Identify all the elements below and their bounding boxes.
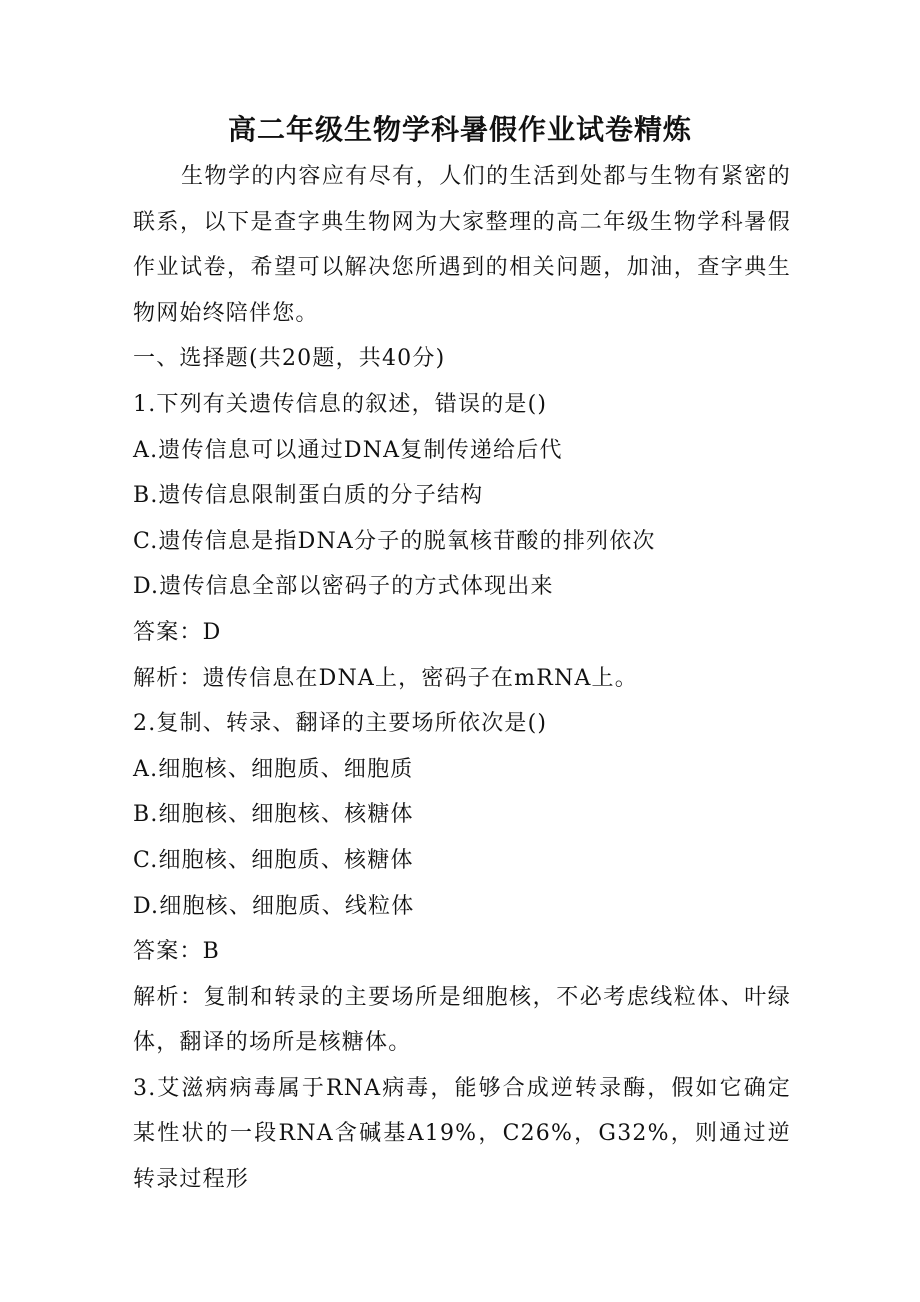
question-1-analysis: 解析：遗传信息在DNA上，密码子在mRNA上。	[133, 665, 638, 691]
question-2-option-b: B.细胞核、细胞核、核糖体	[133, 802, 414, 828]
document-title: 高二年级生物学科暑假作业试卷精炼	[227, 113, 692, 146]
question-2-answer: 答案：B	[133, 939, 220, 965]
section-heading: 一、选择题(共20题，共40分)	[133, 346, 446, 372]
question-1-option-d: D.遗传信息全部以密码子的方式体现出来	[133, 574, 554, 600]
question-1-stem: 1.下列有关遗传信息的叙述，错误的是()	[133, 391, 548, 417]
question-1-option-c: C.遗传信息是指DNA分子的脱氧核苷酸的排列依次	[133, 528, 656, 554]
question-1-answer: 答案：D	[133, 619, 222, 645]
intro-paragraph: 生物学的内容应有尽有，人们的生活到处都与生物有紧密的联系，以下是查字典生物网为大家整理的高二年级生物学科暑假作业试卷，希望可以解决您所遇到的相关问题，加油，查字典生物网始终陪伴您。	[133, 164, 791, 326]
question-2-analysis: 解析：复制和转录的主要场所是细胞核，不必考虑线粒体、叶绿体，翻译的场所是核糖体。	[133, 984, 791, 1056]
question-2-option-c: C.细胞核、细胞质、核糖体	[133, 847, 414, 873]
question-1-option-b: B.遗传信息限制蛋白质的分子结构	[133, 483, 484, 509]
question-3-stem: 3.艾滋病病毒属于RNA病毒，能够合成逆转录酶，假如它确定某性状的一段RNA含碱基A19%，C26%，G32%，则通过逆转录过程形	[133, 1075, 791, 1193]
question-2-option-a: A.细胞核、细胞质、细胞质	[133, 756, 414, 782]
question-2-option-d: D.细胞核、细胞质、线粒体	[133, 893, 415, 919]
document-body	[133, 154, 791, 1203]
question-2-stem: 2.复制、转录、翻译的主要场所依次是()	[133, 711, 548, 737]
question-1-option-a: A.遗传信息可以通过DNA复制传递给后代	[133, 437, 563, 463]
